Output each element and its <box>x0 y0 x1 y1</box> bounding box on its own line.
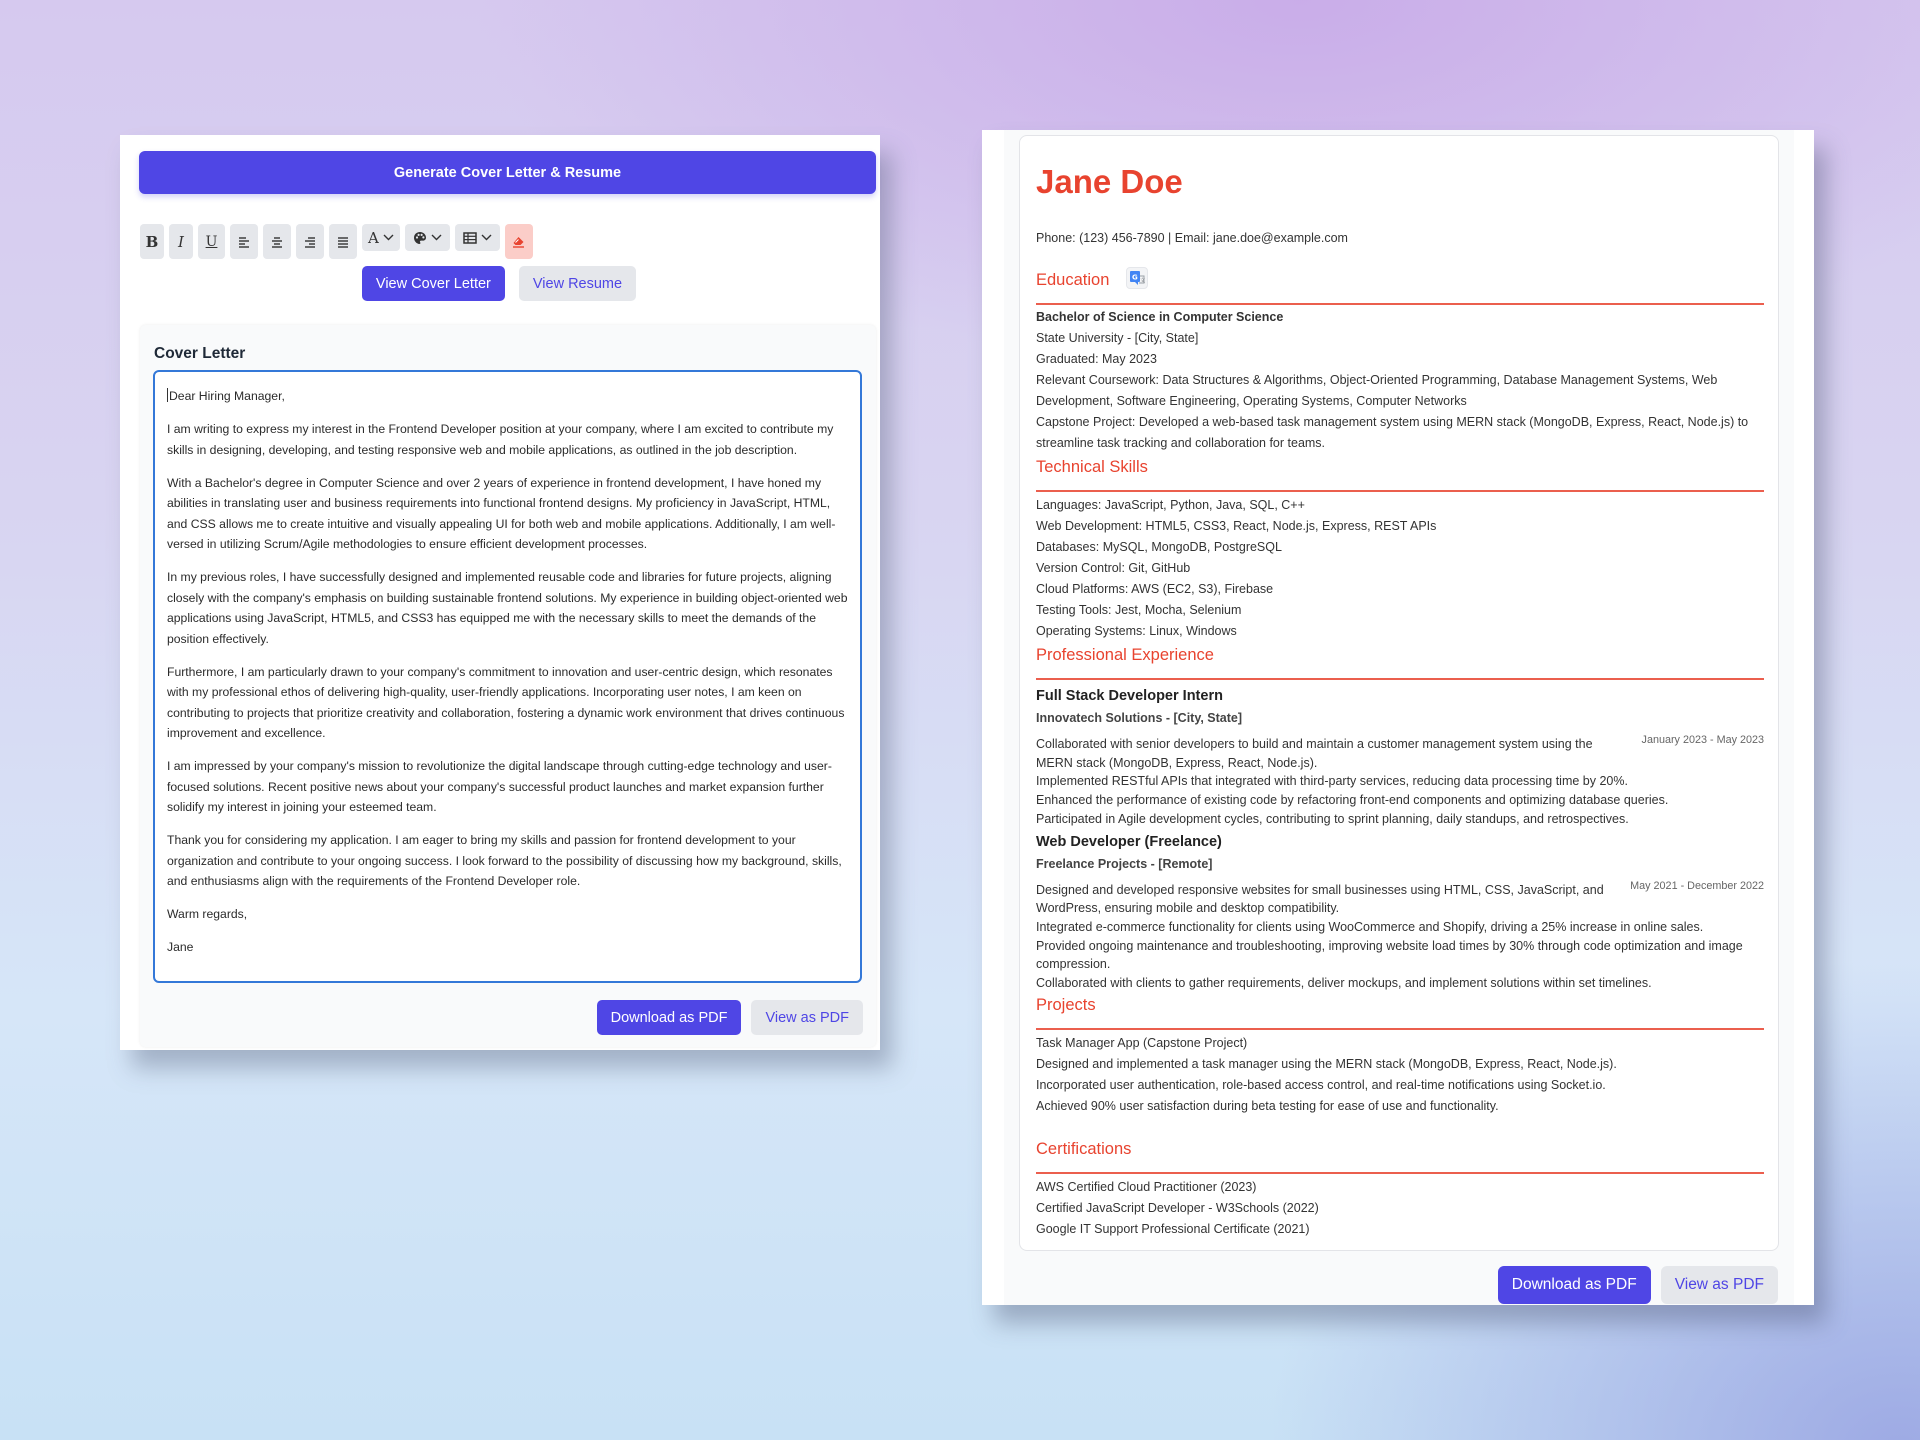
chevron-down-icon <box>383 234 394 241</box>
download-pdf-button[interactable]: Download as PDF <box>1498 1266 1651 1304</box>
certifications-heading: Certifications <box>1036 1140 1132 1158</box>
font-size-icon: A <box>368 228 379 247</box>
bold-icon: B <box>145 232 159 251</box>
job-title: Web Developer (Freelance) <box>1036 833 1222 850</box>
align-right-icon <box>304 236 316 248</box>
job-bullet: Provided ongoing maintenance and troubleshooting, improving website load times by 30% through code optimization and image compression. <box>1036 938 1743 972</box>
experience-heading: Professional Experience <box>1036 646 1214 664</box>
chevron-down-icon <box>481 234 492 241</box>
job-bullet: Implemented RESTful APIs that integrated with third-party services, reducing data processing time by 20%. <box>1036 774 1628 789</box>
align-justify-button[interactable] <box>329 224 357 259</box>
skill-line: Cloud Platforms: AWS (EC2, S3), Firebase <box>1036 582 1274 596</box>
cover-letter-window <box>120 135 880 1050</box>
job-dates: January 2023 - May 2023 <box>1641 734 1764 746</box>
education-heading: Education <box>1036 271 1110 289</box>
job-bullet: Collaborated with senior developers to build and maintain a customer management system using the MERN stack (MongoDB, Express, React, Node.js). <box>1036 737 1593 770</box>
chevron-down-icon <box>431 234 442 241</box>
align-center-icon <box>271 236 283 248</box>
job-title: Full Stack Developer Intern <box>1036 688 1223 704</box>
cover-letter-editor[interactable] <box>153 370 862 983</box>
job-bullet: Enhanced the performance of existing code by refactoring front-end components and optimizing database queries. <box>1036 793 1669 808</box>
job-bullet: Participated in Agile development cycles, contributing to sprint planning, daily standups, and retrospectives. <box>1036 811 1629 826</box>
view-resume-button[interactable]: View Resume <box>519 266 636 301</box>
underline-icon: U <box>205 233 218 250</box>
skill-line: Databases: MySQL, MongoDB, PostgreSQL <box>1036 540 1282 554</box>
paragraph: I am writing to express my interest in the Frontend Developer position at your company, where I am excited to contribute my skills in designing, developing, and testing responsive web and mobile applications, as outlined in the job description. <box>167 422 834 457</box>
text-color-dropdown[interactable] <box>405 224 450 251</box>
greeting <box>167 386 848 407</box>
resume-contact: Phone: (123) 456-7890 | Email: jane.doe@example.com <box>1036 231 1348 245</box>
font-size-dropdown[interactable] <box>362 224 400 251</box>
paragraph: Furthermore, I am particularly drawn to your company's commitment to innovation and user-centric design, which resonates with my professional ethos of delivering high-quality, user-friendly applications. Incorporating user notes, I am keen on contributing to projects that prioritize creativity and collaboration, fostering a dynamic work environment that drives continuous improvement and excellence. <box>167 664 845 740</box>
skill-line: Web Development: HTML5, CSS3, React, Node.js, Express, REST APIs <box>1036 519 1437 533</box>
cover-letter-heading: Cover Letter <box>154 345 246 362</box>
cover-letter-actions <box>597 1000 863 1035</box>
certifications-section <box>1036 1140 1764 1240</box>
greeting-text: Dear Hiring Manager, <box>169 389 285 403</box>
project-line: Achieved 90% user satisfaction during beta testing for ease of use and functionality. <box>1036 1099 1499 1113</box>
align-left-icon <box>238 236 250 248</box>
certification-line: Certified JavaScript Developer - W3Schools (2022) <box>1036 1201 1319 1215</box>
job-entry <box>1036 685 1764 829</box>
signature: Jane <box>167 940 194 954</box>
skill-line: Version Control: Git, GitHub <box>1036 561 1191 575</box>
projects-heading: Projects <box>1036 996 1096 1014</box>
resume-actions <box>1498 1266 1778 1304</box>
skill-line: Operating Systems: Linux, Windows <box>1036 624 1237 638</box>
section-divider <box>1036 1028 1764 1030</box>
closing: Warm regards, <box>167 907 248 921</box>
projects-section <box>1036 996 1764 1117</box>
table-dropdown[interactable] <box>455 224 500 251</box>
job-company: Freelance Projects - [Remote] <box>1036 856 1213 871</box>
project-line: Task Manager App (Capstone Project) <box>1036 1036 1248 1050</box>
section-divider <box>1036 678 1764 680</box>
job-entry <box>1036 831 1764 993</box>
job-bullet: Designed and developed responsive websites for small businesses using HTML, CSS, JavaScript, and WordPress, ensuring mobile and desktop compatibility. <box>1036 882 1604 916</box>
formatting-toolbar <box>140 224 533 259</box>
italic-button[interactable] <box>169 224 193 259</box>
cover-letter-panel <box>140 325 876 1047</box>
text-caret <box>167 388 168 402</box>
download-pdf-button[interactable]: Download as PDF <box>597 1000 742 1035</box>
view-toggle-group <box>120 266 880 301</box>
svg-text:G: G <box>1131 273 1138 282</box>
job-bullet: Integrated e-commerce functionality for clients using WooCommerce and Shopify, driving a 25% increase in online sales. <box>1036 919 1704 934</box>
align-right-button[interactable] <box>296 224 324 259</box>
paragraph: I am impressed by your company's mission to revolutionize the digital landscape through cutting-edge technology and user-focused solutions. Recent positive news about your company's successful product launches and market expansion further solidify my interest in joining your esteemed team. <box>167 759 832 814</box>
education-line: Graduated: May 2023 <box>1036 352 1157 366</box>
eraser-icon <box>512 236 525 248</box>
bold-button[interactable] <box>140 224 164 259</box>
section-divider <box>1036 490 1764 492</box>
generate-cover-letter-resume-button[interactable]: Generate Cover Letter & Resume <box>139 151 876 194</box>
resume-window <box>982 130 1814 1305</box>
job-bullet: Collaborated with clients to gather requirements, deliver mockups, and implement solutions within set timelines. <box>1036 976 1652 991</box>
paragraph: Thank you for considering my application. I am eager to bring my skills and passion for frontend development to your organization and contribute to your ongoing success. I look forward to the possibility of discussing how my background, skills, and enthusiasms align with the requirements of the Frontend Developer role. <box>167 833 842 888</box>
skills-section <box>1036 458 1764 642</box>
skill-line: Testing Tools: Jest, Mocha, Selenium <box>1036 603 1242 617</box>
align-center-button[interactable] <box>263 224 291 259</box>
project-line: Incorporated user authentication, role-based access control, and real-time notifications using Socket.io. <box>1036 1078 1606 1092</box>
job-dates: May 2021 - December 2022 <box>1630 879 1764 892</box>
palette-icon <box>413 231 427 245</box>
resume-name: Jane Doe <box>1036 163 1183 200</box>
resume-sheet <box>1019 135 1779 1251</box>
align-justify-icon <box>337 236 349 248</box>
education-line: Capstone Project: Developed a web-based task management system using MERN stack (MongoDB, Express, React, Node.js) to streamline task tracking and collaboration for teams. <box>1036 415 1749 450</box>
google-translate-icon[interactable] <box>1126 267 1148 289</box>
view-pdf-button[interactable]: View as PDF <box>751 1000 863 1035</box>
align-left-button[interactable] <box>230 224 258 259</box>
paragraph: In my previous roles, I have successfully designed and implemented reusable code and libraries for future projects, aligning closely with the company's emphasis on building sustainable frontend solutions. My experience in building object-oriented web applications using JavaScript, HTML5, and CSS3 has equipped me with the necessary skills to meet the demands of the position effectively. <box>167 570 848 646</box>
view-pdf-button[interactable]: View as PDF <box>1661 1266 1778 1304</box>
table-icon <box>463 232 477 244</box>
section-divider <box>1036 303 1764 305</box>
clear-format-button[interactable] <box>505 224 533 259</box>
skill-line: Languages: JavaScript, Python, Java, SQL, C++ <box>1036 498 1305 512</box>
certification-line: Google IT Support Professional Certificate (2021) <box>1036 1222 1310 1236</box>
svg-text:文: 文 <box>1139 278 1145 284</box>
section-divider <box>1036 1172 1764 1174</box>
project-line: Designed and implemented a task manager using the MERN stack (MongoDB, Express, React, Node.js). <box>1036 1057 1617 1071</box>
view-cover-letter-button[interactable]: View Cover Letter <box>362 266 505 301</box>
italic-icon: I <box>178 232 184 251</box>
education-section <box>1036 267 1764 454</box>
degree: Bachelor of Science in Computer Science <box>1036 310 1284 324</box>
paragraph: With a Bachelor's degree in Computer Science and over 2 years of experience in frontend development, I have honed my abilities in translating user and business requirements into functional frontend designs. My proficiency in JavaScript, HTML, and CSS allows me to create intuitive and visually appealing UI for both web and mobile applications. Additionally, I am well-versed in utilizing Scrum/Agile methodologies to ensure efficient development processes. <box>167 475 836 551</box>
education-line: State University - [City, State] <box>1036 331 1199 345</box>
certification-line: AWS Certified Cloud Practitioner (2023) <box>1036 1180 1257 1194</box>
job-company: Innovatech Solutions - [City, State] <box>1036 711 1243 725</box>
education-line: Relevant Coursework: Data Structures & Algorithms, Object-Oriented Programming, Database Management Systems, Web Development, Software Engineering, Operating Systems, Computer Networks <box>1036 373 1718 408</box>
underline-button[interactable] <box>198 224 225 259</box>
skills-heading: Technical Skills <box>1036 458 1148 476</box>
experience-section <box>1036 646 1764 993</box>
